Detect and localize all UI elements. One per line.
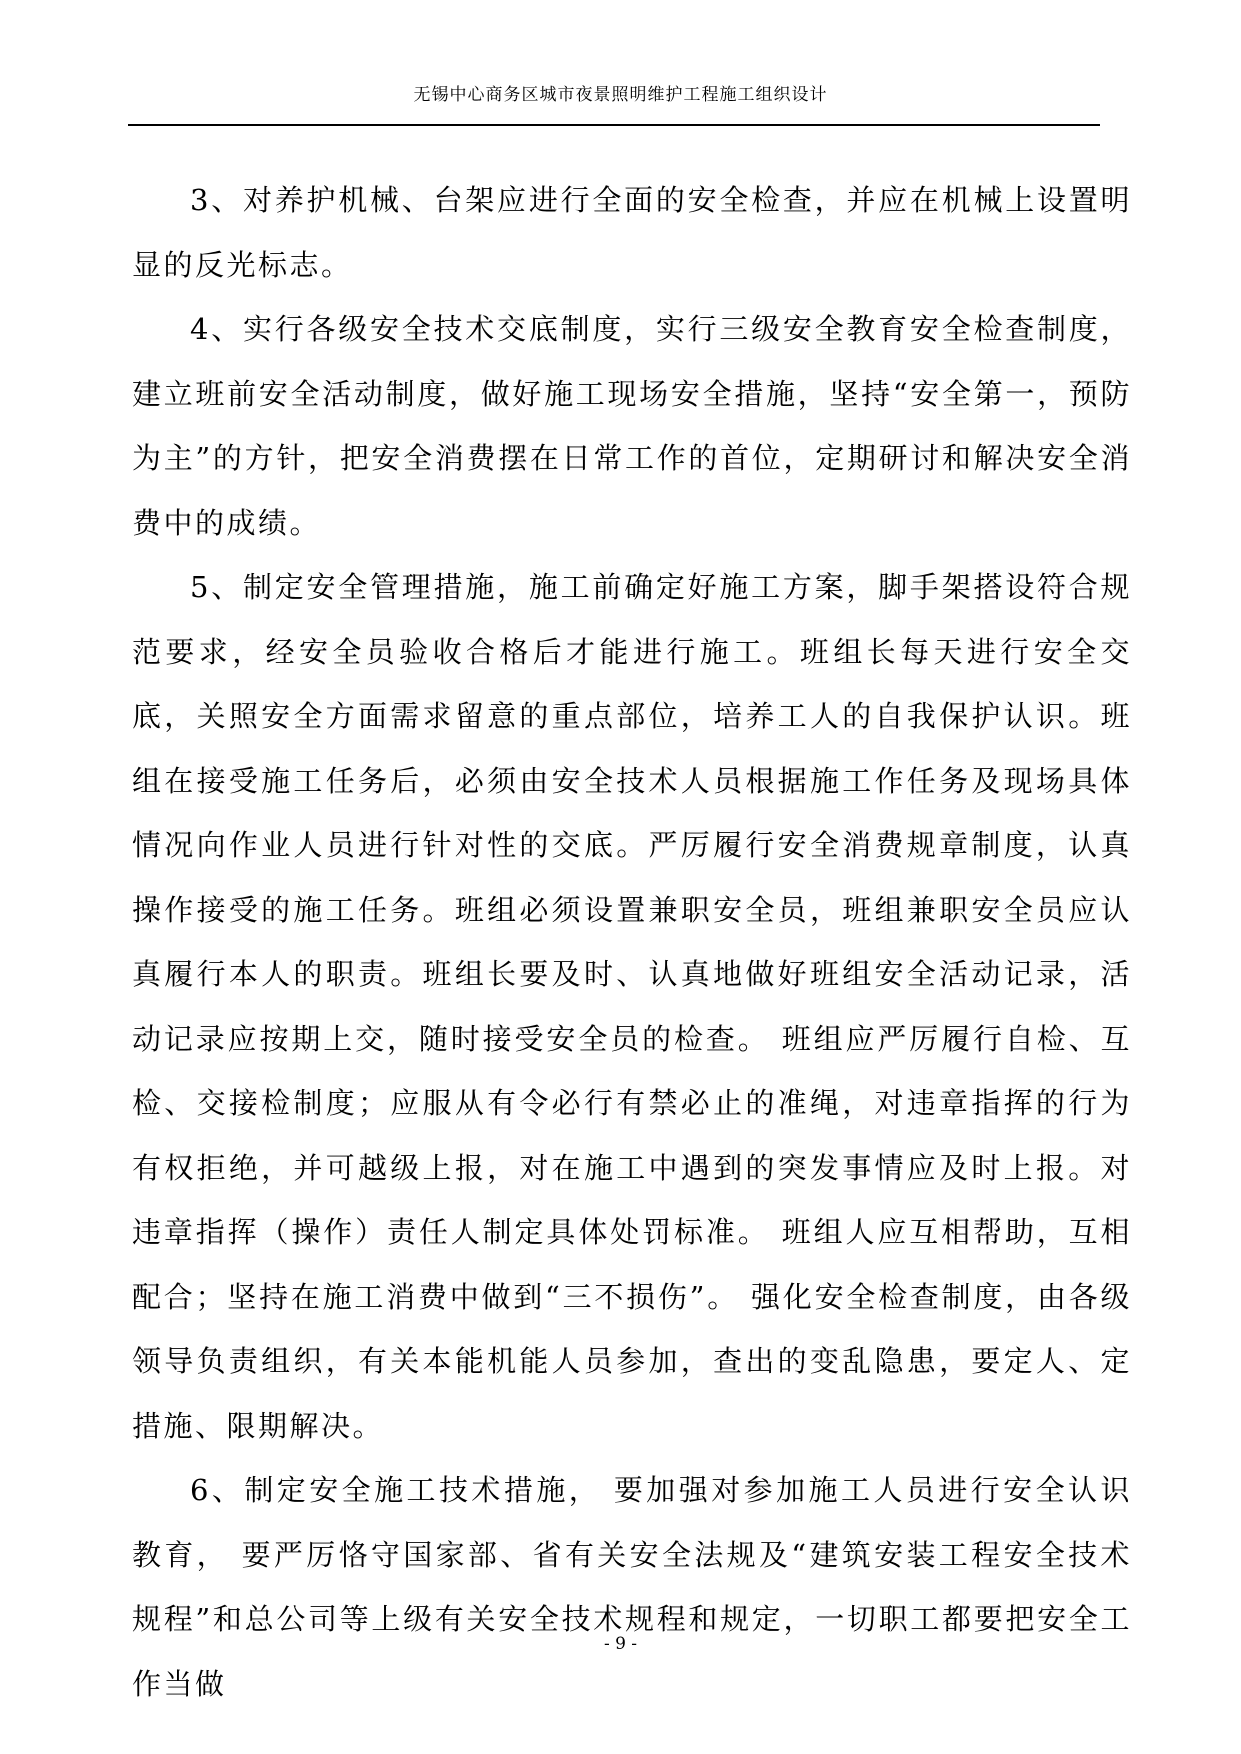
paragraph-item-3: 3、对养护机械、台架应进行全面的安全检查，并应在机械上设置明显的反光标志。 bbox=[132, 183, 1132, 282]
header-divider bbox=[128, 124, 1100, 126]
page-number: - 9 - bbox=[603, 1634, 638, 1654]
paragraph-item-6: 6、制定安全施工技术措施， 要加强对参加施工人员进行安全认识教育， 要严厉恪守国家部、省有关安全法规及“建筑安装工程安全技术规程”和总公司等上级有关安全技术规程和规定，一切职工都要把安全工作当做 bbox=[132, 1473, 1132, 1701]
paragraph-item-4: 4、实行各级安全技术交底制度，实行三级安全教育安全检查制度，建立班前安全活动制度，做好施工现场安全措施，坚持“安全第一，预防为主”的方针，把安全消费摆在日常工作的首位，定期研讨和解决安全消费中的成绩。 bbox=[132, 312, 1132, 540]
paragraph-item-5: 5、制定安全管理措施，施工前确定好施工方案，脚手架搭设符合规范要求，经安全员验收合格后才能进行施工。班组长每天进行安全交底，关照安全方面需求留意的重点部位，培养工人的自我保护认识。班组在接受施工任务后，必须由安全技术人员根据施工作任务及现场具体情况向作业人员进行针对性的交底。严厉履行安全消费规章制度，认真操作接受的施工任务。班组必须设置兼职安全员，班组兼职安全员应认真履行本人的职责。班组长要及时、认真地做好班组安全活动记录，活动记录应按期上交，随时接受安全员的检查。 班组应严厉履行自检、互检、交接检制度；应服从有令必行有禁必止的准绳，对违章指挥的行为有权拒绝，并可越级上报，对在施工中遇到的突发事情应及时上报。对违章指挥（操作）责任人制定具体处罚标准。 班组人应互相帮助，互相配合；坚持在施工消费中做到“三不损伤”。 强化安全检查制度，由各级领导负责组织，有关本能机能人员参加，查出的变乱隐患，要定人、定措施、限期解决。 bbox=[132, 570, 1132, 1443]
document-body bbox=[132, 168, 1132, 1716]
document-header-title: 无锡中心商务区城市夜景照明维护工程施工组织设计 bbox=[413, 85, 828, 105]
